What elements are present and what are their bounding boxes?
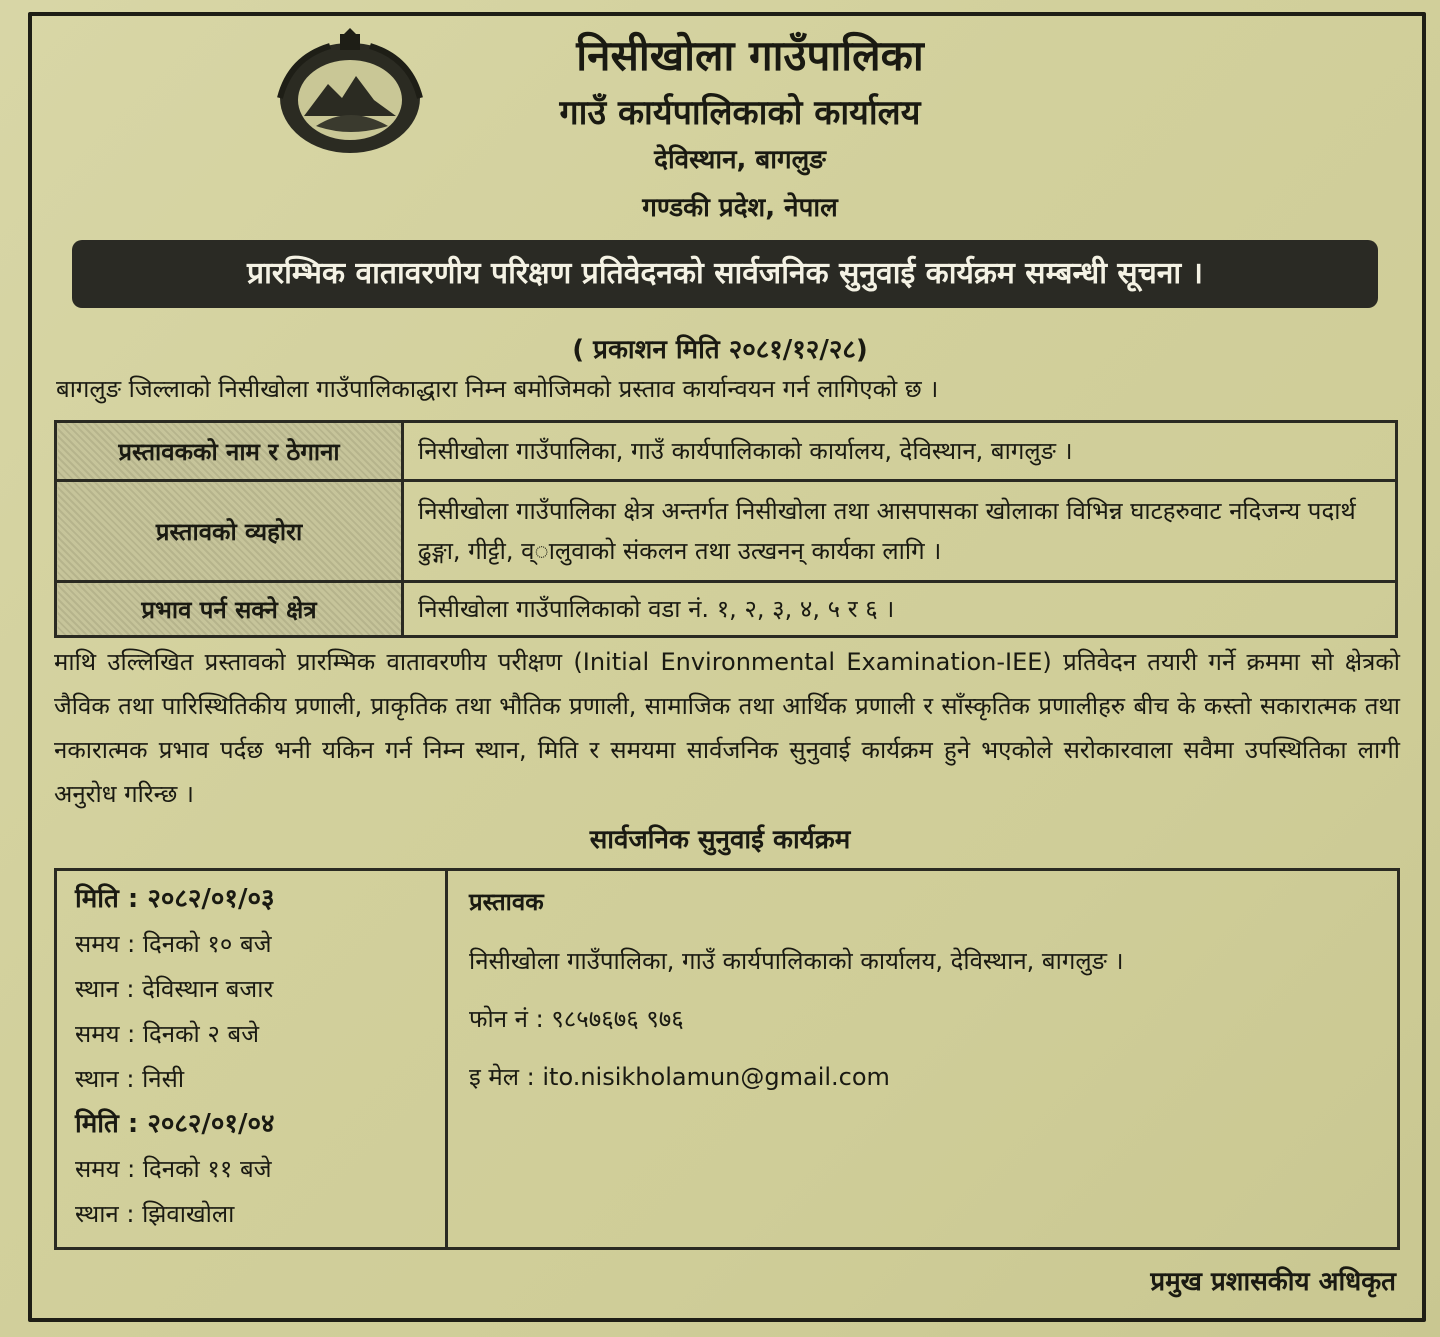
proposer-email: इ मेल : ito.nisikholamun@gmail.com bbox=[469, 1063, 890, 1091]
proposal-table bbox=[54, 420, 1398, 638]
notice-title-banner: प्रारम्भिक वातावरणीय परिक्षण प्रतिवेदनको सार्वजनिक सुनुवाई कार्यक्रम सम्बन्धी सूचना । bbox=[72, 240, 1378, 308]
schedule-time-3: समय : दिनको ११ बजे bbox=[75, 1155, 272, 1183]
column-divider bbox=[445, 871, 448, 1247]
office-name: गाउँ कार्यपालिकाको कार्यालय bbox=[559, 93, 921, 133]
affected-area-label: प्रभाव पर्न सक्ने क्षेत्र bbox=[56, 582, 403, 637]
proposer-contact bbox=[469, 879, 1389, 1099]
office-location: देविस्थान, बागलुङ bbox=[654, 145, 826, 175]
schedule-date-2: मिति : २०८२/०१/०४ bbox=[75, 1109, 275, 1139]
schedule-time-1: समय : दिनको १० बजे bbox=[75, 930, 272, 958]
schedule-list bbox=[75, 877, 435, 1237]
schedule-place-2: स्थान : निसी bbox=[75, 1065, 185, 1093]
proposer-name-label: प्रस्तावकको नाम र ठेगाना bbox=[56, 422, 403, 481]
proposal-subject-value: निसीखोला गाउँपालिका क्षेत्र अन्तर्गत निसीखोला तथा आसपासका खोलाका विभिन्न घाटहरुवाट नदिजन्य पदार्थ ढुङ्गा, गीट्टी, व्ालुवाको संकलन तथा उत्खनन् कार्यका लागि । bbox=[403, 481, 1397, 582]
intro-text: बागलुङ जिल्लाको निसीखोला गाउँपालिकाद्धारा निम्न बमोजिमको प्रस्ताव कार्यान्वयन गर्न लागिएको छ । bbox=[56, 375, 939, 403]
schedule-box bbox=[54, 868, 1400, 1250]
proposal-subject-label: प्रस्तावको व्यहोरा bbox=[56, 481, 403, 582]
affected-area-value: निसीखोला गाउँपालिकाको वडा नं. १, २, ३, ४, ५ र ६ । bbox=[403, 582, 1397, 637]
proposer-title: प्रस्तावक bbox=[469, 888, 544, 916]
org-name: निसीखोला गाउँपालिका bbox=[576, 31, 924, 80]
schedule-place-1: स्थान : देविस्थान बजार bbox=[75, 975, 274, 1003]
proposer-name-value: निसीखोला गाउँपालिका, गाउँ कार्यपालिकाको कार्यालय, देविस्थान, बागलुङ । bbox=[403, 422, 1397, 481]
signatory-title: प्रमुख प्रशासकीय अधिकृत bbox=[1150, 1267, 1396, 1297]
schedule-place-3: स्थान : झिवाखोला bbox=[75, 1200, 235, 1228]
publication-date: ( प्रकाशन मिति २०८१/१२/२८) bbox=[572, 335, 868, 365]
table-row bbox=[56, 582, 1397, 637]
proposer-address: निसीखोला गाउँपालिका, गाउँ कार्यपालिकाको कार्यालय, देविस्थान, बागलुङ । bbox=[469, 947, 1124, 975]
table-row bbox=[56, 481, 1397, 582]
table-row bbox=[56, 422, 1397, 481]
proposer-phone: फोन नं : ९८५७६७६ ९७६ bbox=[469, 1005, 684, 1033]
province: गण्डकी प्रदेश, नेपाल bbox=[642, 193, 838, 223]
schedule-time-2: समय : दिनको २ बजे bbox=[75, 1020, 260, 1048]
schedule-date-1: मिति : २०८२/०१/०३ bbox=[75, 884, 275, 914]
schedule-title: सार्वजनिक सुनुवाई कार्यक्रम bbox=[589, 825, 851, 855]
body-paragraph: माथि उल्लिखित प्रस्तावको प्रारम्भिक वातावरणीय परीक्षण (Initial Environmental Examination-IEE) प्रतिवेदन तयारी गर्ने क्रममा सो क्षेत्रको जैविक तथा पारिस्थितिकीय प्रणाली, प्राकृतिक तथा भौतिक प्रणाली, सामाजिक तथा आर्थिक प्रणाली र साँस्कृतिक प्रणालीहरु बीच के कस्तो सकारात्मक तथा नकारात्मक प्रभाव पर्दछ भनी यकिन गर्न निम्न स्थान, मिति र समयमा सार्वजनिक सुनुवाई कार्यक्रम हुने भएकोले सरोकारवाला सवैमा उपस्थितिका लागी अनुरोध गरिन्छ । bbox=[54, 648, 1400, 808]
